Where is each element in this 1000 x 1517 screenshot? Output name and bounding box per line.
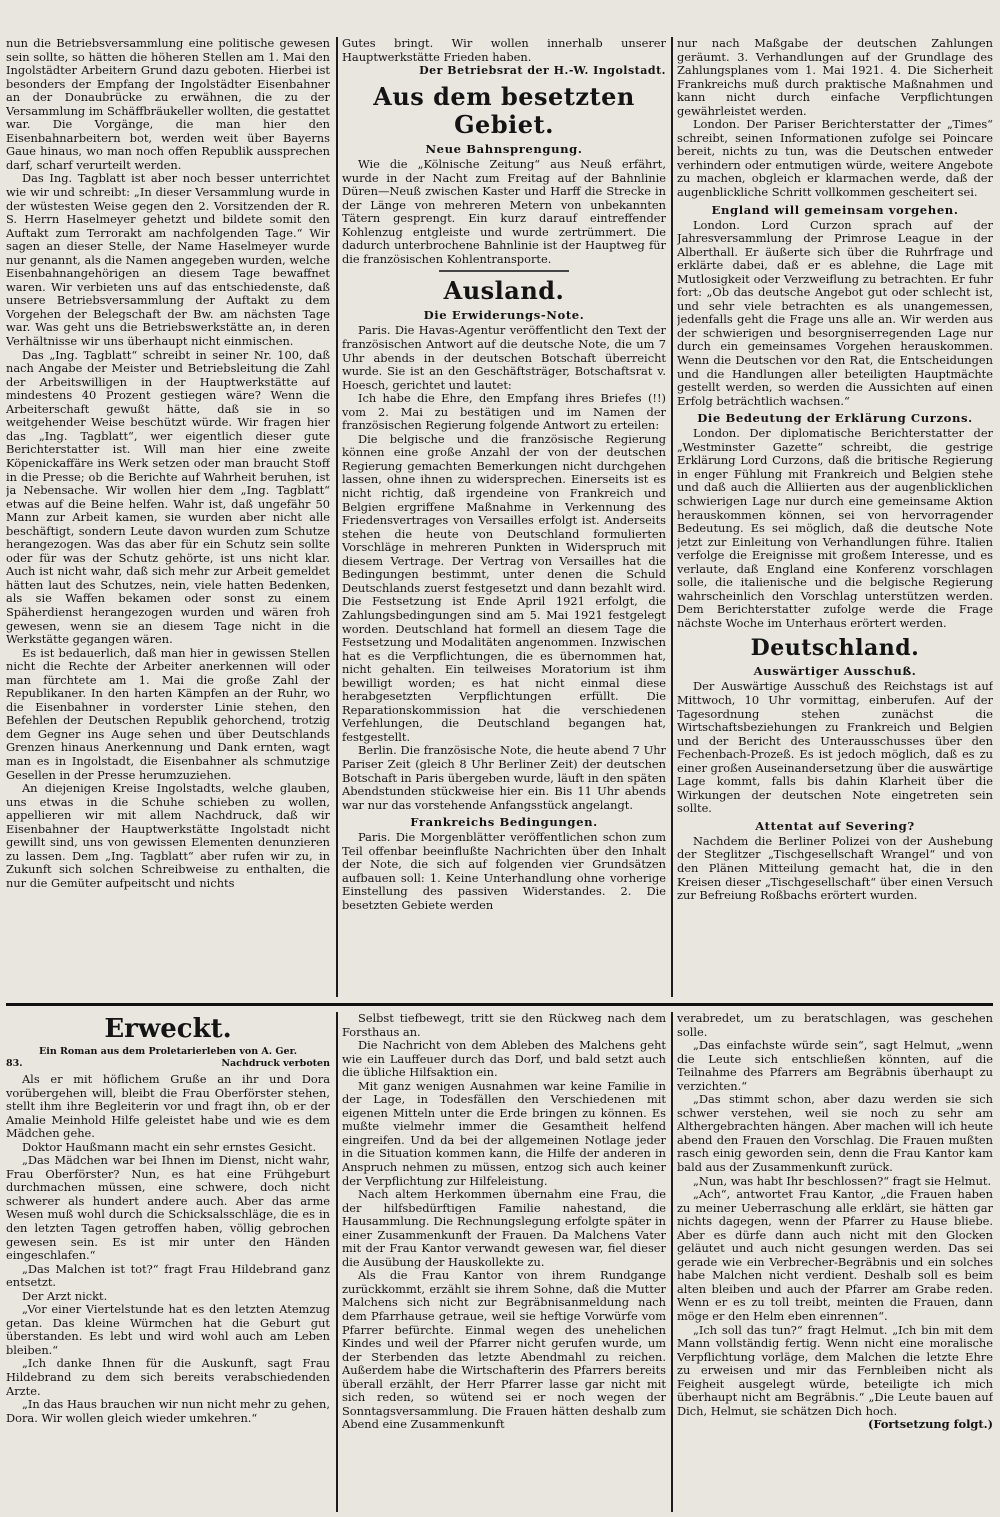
paragraph: Nach altem Herkommen übernahm eine Frau, die der hilfsbedürftigen Familie nahestand, die Hausammlung. Die Rechnungslegung erfolgte später in einer Zusammenkunft der Frauen. Da Malchens Vater mit der Frau Kantor verwandt gewesen war, fiel dieser die Ausübung der Hauskollekte zu.	[342, 1187, 666, 1269]
paragraph: Der Auswärtige Ausschuß des Reichstags ist auf Mittwoch, 10 Uhr vormittag, einberufen. Auf der Tagesordnung stehen zunächst die Wirtschaftsbeziehungen zu Frankreich und Belgien und der Bericht des Unterausschusses über den Fechenbach-Prozeß. Es ist jedoch möglich, daß es zu einer großen Auseinandersetzung über die auswärtige Lage kommt, falls bis dahin Klarheit über die Wirkungen der deutschen Note eingetreten sein sollte.	[677, 679, 993, 816]
paragraph: Gutes bringt. Wir wollen innerhalb unserer Hauptwerkstätte Frieden haben.	[342, 37, 666, 64]
article-subheading: Attentat auf Severing?	[755, 818, 915, 833]
paragraph: Es ist bedauerlich, daß man hier in gewissen Stellen nicht die Rechte der Arbeiter anerkennen will oder man fürchtete am 1. Mai die große Zahl der Republikaner. In den harten Kämpfen an der Ruhr, wo die Eisenbahner in vorderster Linie stehen, den Befehlen der Deutschen Republik gehorchend, trotzig dem Gegner ins Auge sehen und über Deutschlands Grenzen hinaus Anerkennung und Dank ernten, wagt man es in Ingolstadt, die Eisenbahner als schmutzige Gesellen in der Presse herumzuziehen.	[6, 645, 330, 782]
paragraph: Als er mit höflichem Gruße an ihr und Dora vorübergehen will, bleibt die Frau Oberförster stehen, stellt ihm ihre Begleiterin vor und fragt ihn, ob er der Amalie Meinhold Hilfe geleistet habe und wie es dem Mädchen gehe.	[6, 1072, 330, 1141]
feuilleton-separator	[6, 1003, 993, 1006]
paragraph: „Ich soll das tun?“ fragt Helmut. „Ich bin mit dem Mann vollständig fertig. Wenn nicht eine moralische Verpflichtung vorläge, dem Malchen die letzte Ehre zu erweisen und mir das Fernbleiben nicht als Feigheit ausgelegt würde, beteiligte ich mich überhaupt nicht am Begräbnis.“ „Die Leute bauen auf Dich, Helmut, sie schätzen Dich hoch.	[677, 1322, 993, 1418]
installment-number: 83.	[6, 1058, 23, 1069]
paragraph: „Ich danke Ihnen für die Auskunft, sagt Frau Hildebrand zu dem sich bereits verabschiedenden Arzte.	[6, 1356, 330, 1398]
article-subheading: Neue Bahnsprengung.	[425, 142, 583, 157]
paragraph: Selbst tiefbewegt, tritt sie den Rückweg nach dem Forsthaus an.	[342, 1012, 666, 1039]
column-divider	[671, 1012, 673, 1512]
serial-byline: Ein Roman aus dem Proletarierleben von A. Ger.	[38, 1046, 298, 1057]
paragraph: Der Arzt nickt.	[21, 1288, 108, 1303]
signature: Der Betriebsrat der H.-W. Ingolstadt.	[419, 64, 666, 78]
paragraph: London. Lord Curzon sprach auf der Jahresversammlung der Primrose League in der Alberthall. Er äußerte sich über die Ruhrfrage und erklärte dabei, daß er es ablehne, die Lage mit Mutlosigkeit oder Verzweiflung zu betrachten. Er fuhr fort: „Ob das deutsche Angebot gut oder schlecht ist, und sehr viele betrachten es als unangemessen, jedenfalls geht die Frage uns alle an. Wir werden aus der schwierigen und besorgniserregenden Lage nur durch ein gemeinsames Vorgehen herauskommen. Wenn die Deutschen vor den Rat, die Entscheidungen und die Handlungen aller beteiligten Hauptmächte gestellt werden, so werden die Aussichten auf einen Erfolg beträchtlich wachsen.“	[677, 217, 993, 408]
article-subheading: Auswärtiger Ausschuß.	[753, 664, 917, 679]
paragraph: London. Der Pariser Berichterstatter der „Times“ schreibt, seinen Informationen zufolge sei Poincare bereit, nichts zu tun, was die Deutschen entweder verhindern oder entmutigen würde, weitere Angebote zu machen, obgleich er klarmachen werde, daß der augenblickliche Schritt vollkommen gescheitert sei.	[677, 117, 993, 200]
roman-column-3	[677, 1012, 993, 1512]
article-subheading: Die Erwiderungs-Note.	[423, 308, 585, 323]
article-subheading: Die Bedeutung der Erklärung Curzons.	[697, 411, 973, 426]
paragraph: Paris. Die Morgenblätter veröffentlichen schon zum Teil offenbar beeinflußte Nachrichten über den Inhalt der Note, die sich auf folgenden vier Grundsätzen aufbauen soll: 1. Keine Unterhandlung ohne vorherige Einstellung des passiven Widerstandes. 2. Die besetzten Gebiete werden	[342, 830, 666, 912]
column-divider	[336, 1012, 338, 1512]
paragraph: Paris. Die Havas-Agentur veröffentlicht den Text der französischen Antwort auf die deutsche Note, die um 7 Uhr abends in der deutschen Botschaft überreicht wurde. Sie ist an den Geschäftsträger, Botschaftsrat v. Hoesch, gerichtet und lautet:	[342, 323, 666, 392]
column-1	[6, 37, 330, 997]
paragraph: Ich habe die Ehre, den Empfang ihres Briefes (!!) vom 2. Mai zu bestätigen und im Namen der französischen Regierung folgende Antwort zu erteilen:	[342, 391, 666, 433]
paragraph: „Das stimmt schon, aber dazu werden sie sich schwer verstehen, weil sie noch zu sehr am Althergebrachten hängen. Aber machen will ich heute abend den Frauen den Vorschlag. Die Frauen mußten rasch einig geworden sein, denn die Frau Kantor kam bald aus der Zusammenkunft zurück.	[677, 1092, 993, 1175]
paragraph: Die Nachricht von dem Ableben des Malchens geht wie ein Lauffeuer durch das Dorf, und bald setzt auch die übliche Hilfsaktion ein.	[342, 1038, 666, 1080]
paragraph: An diejenigen Kreise Ingolstadts, welche glauben, uns etwas in die Schuhe schieben zu wollen, appellieren wir mit allem Nachdruck, daß wir Eisenbahner der Hauptwerkstätte Ingolstadt nicht gewillt sind, uns von gewissen Elementen denunzieren zu lassen. Dem „Ing. Tagblatt“ aber rufen wir zu, in Zukunft sich solchen Schreibweise zu enthalten, die nur die Gemüter aufpeitscht und nichts	[6, 781, 330, 890]
paragraph: Berlin. Die französische Note, die heute abend 7 Uhr Pariser Zeit (gleich 8 Uhr Berliner Zeit) der deutschen Botschaft in Paris übergeben wurde, läuft in den späten Abendstunden stückweise hier ein. Bis 11 Uhr abends war nur das vorstehende Anfangsstück angelangt.	[342, 743, 666, 812]
column-divider	[671, 37, 673, 997]
column-divider	[336, 37, 338, 997]
paragraph: Das „Ing. Tagblatt“ schreibt in seiner Nr. 100, daß nach Angabe der Meister und Betriebsleitung die Zahl der Arbeitswilligen in der Hauptwerkstätte auf mindestens 40 Prozent gestiegen wäre? Wenn die Arbeiterschaft gewußt hätte, daß sie in so weitgehender Weise beschützt würde. Wir fragen hier das „Ing. Tagblatt“, wer eigentlich dieser gute Berichterstatter ist. Will man hier eine zweite Köpenickaffäre ins Werk setzen oder man braucht Stoff in die Presse; ob die Berichte auf Wahrheit beruhen, ist ja Nebensache. Wir wollen hier dem „Ing. Tagblatt“ etwas auf die Beine helfen. Wahr ist, daß ungefähr 50 Mann zur Arbeit kamen, sie wurden aber nicht alle beschäftigt, sondern Leute davon wurden zum Schutze herangezogen. Was das aber für ein Schutz sein sollte oder für was der Schutz gehörte, ist uns nicht klar. Auch ist nicht wahr, daß sich mehr zur Arbeit gemeldet hätten laut des Schutzes, nein, viele hatten Bedenken, als sie Waffen bekamen oder sonst zu einem Späherdienst herangezogen wurden und wären froh gewesen, wenn sie an diesem Tage nicht in die Werkstätte gegangen wären.	[6, 347, 330, 647]
paragraph: „Nun, was habt Ihr beschlossen?“ fragt sie Helmut.	[692, 1173, 992, 1188]
continued-note: (Fortsetzung folgt.)	[867, 1417, 993, 1432]
paragraph: nun die Betriebsversammlung eine politische gewesen sein sollte, so hätten die höheren Stellen am 1. Mai den Ingolstädter Arbeitern Grund dazu geboten. Hierbei ist besonders der Empfang der Ingolstädter Eisenbahner an der Donaubrücke zu erwähnen, die zu der Versammlung im Schäffbräukeller wollten, die gestattet war. Die Vorgänge, die man hier den Eisenbahnarbeitern bot, werden weit über Bayerns Gaue hinaus, wo man noch offen Republik aussprechen darf, scharf verurteilt werden.	[6, 37, 330, 172]
reprint-notice: Nachdruck verboten	[221, 1058, 330, 1069]
paragraph: verabredet, um zu beratschlagen, was geschehen solle.	[677, 1012, 993, 1039]
paragraph: „Vor einer Viertelstunde hat es den letzten Atemzug getan. Das kleine Würmchen hat die Geburt gut überstanden. Es lebt und wird wohl auch am Leben bleiben.“	[6, 1302, 330, 1357]
paragraph: „Das einfachste würde sein“, sagt Helmut, „wenn die Leute sich entschließen könnten, auf die Teilnahme des Pfarrers am Begräbnis überhaupt zu verzichten.“	[677, 1038, 993, 1093]
divider-ornament	[439, 270, 569, 272]
section-headline: Ausland.	[443, 276, 565, 306]
section-headline: Deutschland.	[750, 635, 920, 662]
roman-column-1	[6, 1012, 330, 1512]
serial-meta	[6, 1058, 330, 1070]
paragraph: „Das Mädchen war bei Ihnen im Dienst, nicht wahr, Frau Oberförster? Nun, es hat eine Frühgeburt durchmachen müssen, eine schwere, doch nicht schwerer als hundert andere auch. Aber das arme Wesen muß wohl durch die Schicksalsschläge, die es in den letzten Tagen getroffen haben, völlig gebrochen gewesen sein. Es ist mir unter den Händen eingeschlafen.“	[6, 1153, 330, 1263]
paragraph: Mit ganz wenigen Ausnahmen war keine Familie in der Lage, in Todesfällen den Verschiedenen mit eigenen Mitteln unter die Erde bringen zu können. Es mußte vielmehr immer die Gesamtheit helfend eingreifen. Und da bei der allgemeinen Notlage jeder in die Situation kommen kann, die Hilfe der anderen in Anspruch nehmen zu müssen, entzog sich auch keiner der Verpflichtung zur Hilfeleistung.	[342, 1078, 666, 1188]
paragraph: „Ach“, antwortet Frau Kantor, „die Frauen haben zu meiner Ueberraschung alle erklärt, sie hätten gar nichts dagegen, wenn der Pfarrer zu Hause bliebe. Aber es dürfe dann auch nicht mit den Glocken geläutet und auch nicht gesungen werden. Das sei gerade wie ein Verbrecher-Begräbnis und ein solches habe Malchen nicht verdient. Deshalb soll es beim alten bleiben und auch der Pfarrer am Grabe reden. Wenn er es zu toll treibt, meinten die Frauen, dann möge er den Helm eben einrennen“.	[677, 1187, 993, 1324]
paragraph: Nachdem die Berliner Polizei von der Aushebung der Steglitzer „Tischgesellschaft Wrangel“ und von den Plänen Mitteilung gemacht hat, die in den Kreisen dieser „Tischgesellschaft“ über einen Versuch zur Befreiung Roßbachs erörtert wurden.	[677, 833, 993, 903]
section-headline: Aus dem besetzten Gebiet.	[373, 82, 635, 140]
paragraph: nur nach Maßgabe der deutschen Zahlungen geräumt. 3. Verhandlungen auf der Grundlage des Zahlungsplanes vom 1. Mai 1921. 4. Die Sicherheit Frankreichs muß durch praktische Maßnahmen und kann nicht durch einfache Verpflichtungen gewährleistet werden.	[677, 37, 993, 118]
roman-column-2	[342, 1012, 666, 1512]
paragraph: Doktor Haußmann macht ein sehr ernstes Gesicht.	[21, 1139, 317, 1154]
article-subheading: England will gemeinsam vorgehen.	[711, 202, 959, 217]
column-3	[677, 37, 993, 997]
paragraph: „Das Malchen ist tot?“ fragt Frau Hildebrand ganz entsetzt.	[6, 1261, 330, 1290]
article-subheading: Frankreichs Bedingungen.	[410, 815, 598, 830]
paragraph: London. Der diplomatische Berichterstatter der „Westminster Gazette“ schreibt, die gestrige Erklärung Lord Curzons, daß die britische Regierung in enger Fühlung mit Frankreich und Belgien stehe und daß auch die Alliierten aus der augenblicklichen schwierigen Lage nur durch eine gemeinsame Aktion herauskommen können, sei von hervorragender Bedeutung. Es sei möglich, daß die deutsche Note jetzt zur Einleitung von Verhandlungen führe. Italien verfolge die Ereignisse mit großem Interesse, und es verlaute, daß England eine Konferenz vorschlagen solle, die italienische und die belgische Regierung wahrscheinlich den Vorschlag unterstützen werden. Dem Berichterstatter zufolge werde die Frage nächste Woche im Unterhaus erörtert werden.	[677, 426, 993, 630]
column-2	[342, 37, 666, 997]
paragraph: „In das Haus brauchen wir nun nicht mehr zu gehen, Dora. Wir wollen gleich wieder umkehren.“	[6, 1397, 330, 1425]
paragraph: Als die Frau Kantor von ihrem Rundgange zurückkommt, erzählt sie ihrem Sohne, daß die Mutter Malchens sich nicht zur Begräbnisanmeldung nach dem Pfarrhause getraue, weil sie heftige Vorwürfe vom Pfarrer befürchte. Einmal wegen des unehelichen Kindes und weil der Pfarrer nicht gerufen wurde, um der Sterbenden das letzte Abendmahl zu reichen. Außerdem habe die Wirtschafterin des Pfarrers bereits überall erzählt, der Herr Pfarrer lasse gar nicht mit sich reden, so wütend sei er noch wegen der Sonntagsversammlung. Die Frauen hätten deshalb zum Abend eine Zusammenkunft	[342, 1268, 666, 1432]
paragraph: Die belgische und die französische Regierung können eine große Anzahl der von der deutschen Regierung gemachten Bemerkungen nicht durchgehen lassen, ohne ihnen zu widersprechen. Einerseits ist es nicht richtig, daß irgendeine von Frankreich und Belgien ergriffene Maßnahme in Verkennung des Friedensvertrages von Versailles erfolgt ist. Anderseits stehen die heute von Deutschland formulierten Vorschläge in mehreren Punkten in Widerspruch mit diesem Vertrage. Der Vertrag von Versailles hat die Bedingungen bestimmt, unter denen die Schuld Deutschlands zuerst festgesetzt und dann bezahlt wird. Die Festsetzung ist Ende April 1921 erfolgt, die Zahlungsbedingungen sind am 5. Mai 1921 festgelegt worden. Deutschland hat formell an diesem Tage die Festsetzung und Modalitäten angenommen. Inzwischen hat es die Verpflichtungen, die es übernommen hat, nicht gehalten. Ein teilweises Moratorium ist ihm bewilligt worden; es hat nicht einmal diese herabgesetzten Verpflichtungen erfüllt. Die Reparationskommission hat die verschiedenen Verfehlungen, die Deutschland begangen hat, festgestellt.	[342, 431, 666, 744]
serial-title: Erweckt.	[104, 1014, 232, 1044]
paragraph: Wie die „Kölnische Zeitung“ aus Neuß erfährt, wurde in der Nacht zum Freitag auf der Bahnlinie Düren—Neuß zwischen Kaster und Harff die Strecke in der Länge von mehreren Metern von unbekannten Tätern gesprengt. Ein kurz darauf eintreffender Kohlenzug entgleiste und wurde zertrümmert. Die dadurch unterbrochene Bahnlinie ist der Hauptweg für die französischen Kohlentransporte.	[342, 157, 666, 266]
paragraph: Das Ing. Tagblatt ist aber noch besser unterrichtet wie wir und schreibt: „In dieser Versammlung wurde in der wüstesten Weise gegen den 2. Vorsitzenden der R. S. Herrn Haselmeyer gehetzt und bildete somit den Auftakt zum Terrorakt am nachfolgenden Tage.“ Wir sagen an dieser Stelle, der Name Haselmeyer wurde nur genannt, als die Namen angegeben wurden, welche Eisenbahnangehörigen an diesem Tage bewaffnet waren. Wir verbieten uns auf das entschiedenste, daß unsere Betriebsversammlung der Auftakt zu dem Vorgehen der Belegschaft der Bw. am nächsten Tage war. Was geht uns die Betriebswerkstätte an, in deren Verhältnisse wir uns überhaupt nicht einmischen.	[6, 171, 330, 349]
